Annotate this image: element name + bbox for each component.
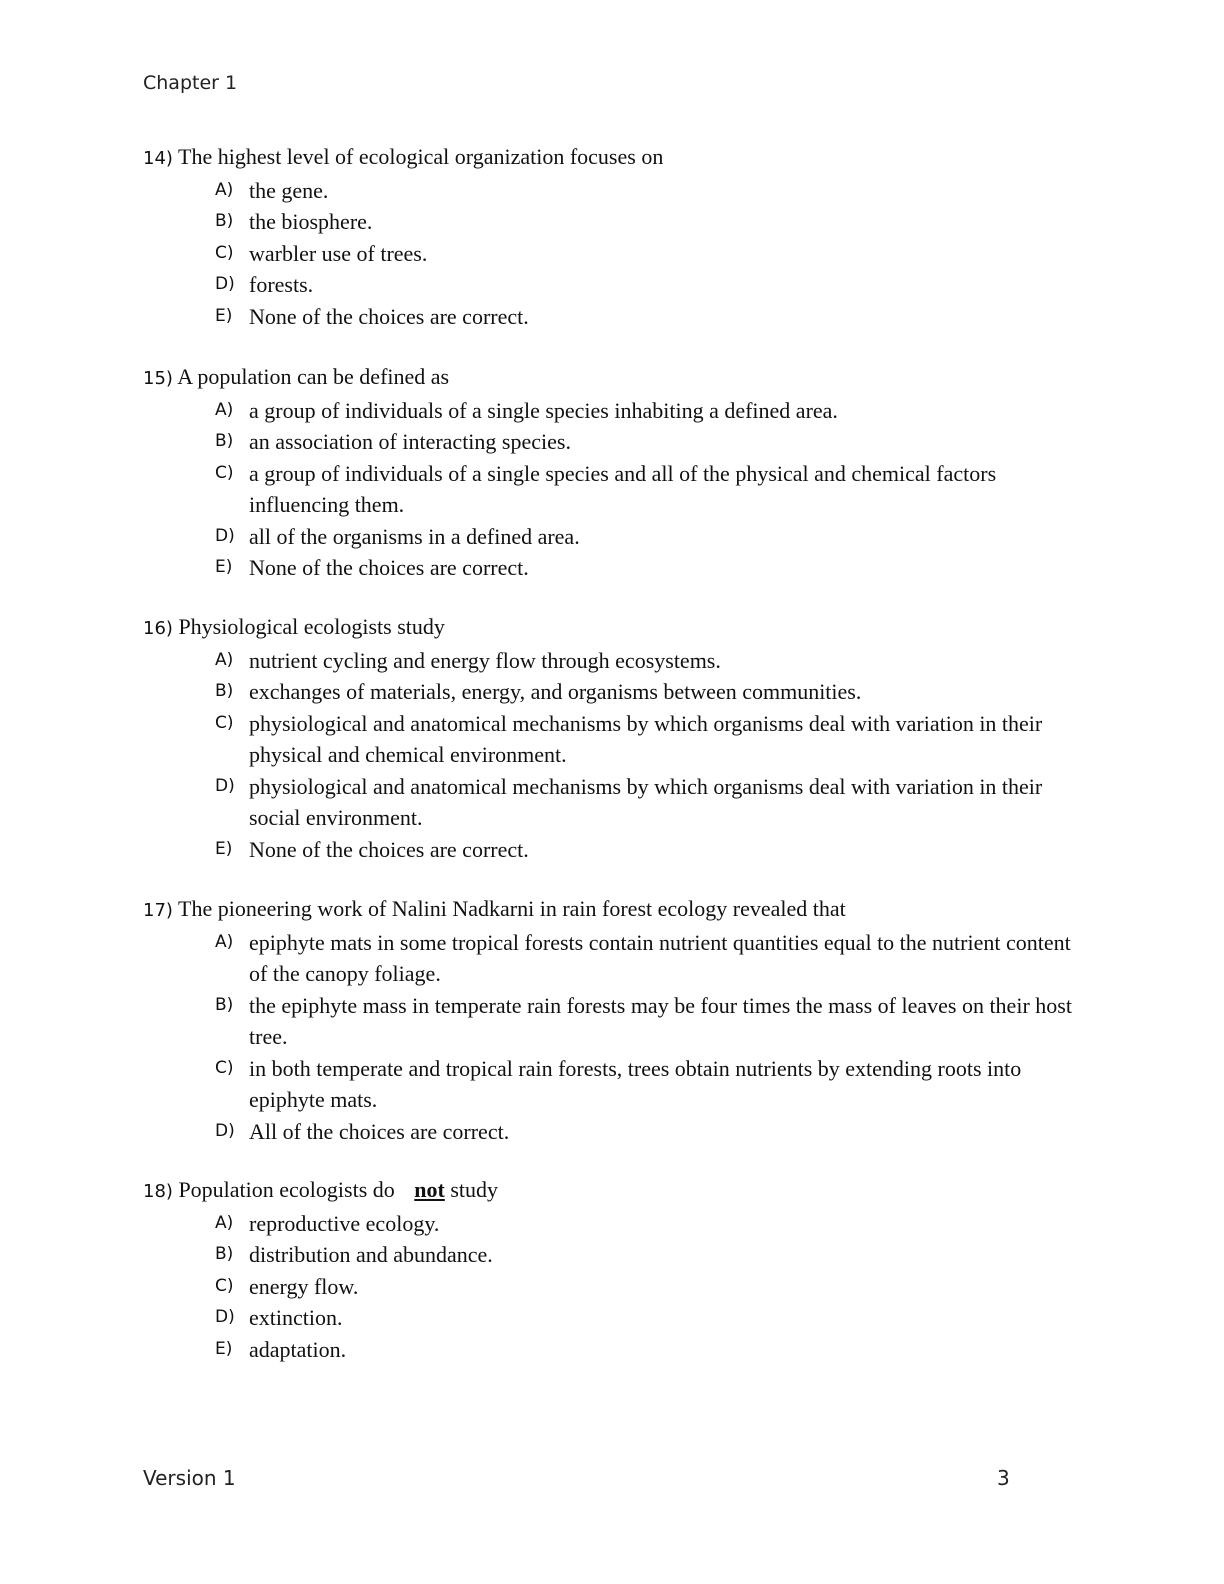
- answer-option: [143, 1208, 1073, 1240]
- question-text-after: study: [450, 1177, 499, 1202]
- option-text: a group of individuals of a single species and all of the physical and chemical factors influencing them.: [249, 460, 997, 517]
- option-label: A): [215, 649, 234, 670]
- answer-option: [143, 269, 1073, 301]
- question-stem: [143, 361, 1073, 395]
- question-number: 18): [143, 1181, 173, 1202]
- answer-option: [143, 175, 1073, 207]
- answer-option: [143, 645, 1073, 677]
- option-text: all of the organisms in a defined area.: [249, 523, 580, 549]
- answer-option: [143, 552, 1073, 584]
- option-label: B): [215, 681, 234, 701]
- question-16: [143, 611, 1073, 865]
- question-text: Physiological ecologists study: [178, 614, 445, 639]
- option-label: D): [215, 274, 235, 294]
- answer-option: [143, 206, 1073, 238]
- option-label: C): [215, 462, 234, 483]
- option-text: distribution and abundance.: [249, 1242, 493, 1267]
- option-text: forests.: [249, 272, 314, 297]
- answer-option: [143, 238, 1073, 270]
- question-14: [143, 141, 1073, 332]
- option-text: None of the choices are correct.: [249, 555, 529, 580]
- option-text: the biosphere.: [249, 209, 373, 234]
- option-text: None of the choices are correct.: [249, 303, 529, 329]
- option-label: B): [215, 431, 234, 451]
- answer-option: [143, 1116, 1073, 1148]
- option-label: B): [215, 211, 234, 231]
- option-text: adaptation.: [249, 1336, 347, 1362]
- answer-option: [143, 458, 1073, 521]
- option-label: D): [215, 1120, 235, 1141]
- answer-option: [143, 301, 1073, 333]
- option-text: physiological and anatomical mechanisms by which organisms deal with variation in their physical and chemical environment.: [249, 710, 1043, 767]
- answer-option: [143, 395, 1073, 427]
- option-label: D): [215, 525, 235, 546]
- option-label: D): [215, 775, 235, 796]
- question-text: The pioneering work of Nalini Nadkarni in rain forest ecology revealed that: [178, 896, 846, 921]
- question-text-before: Population ecologists do: [178, 1177, 395, 1202]
- answer-option: [143, 771, 1073, 834]
- answer-option: [143, 1271, 1073, 1303]
- option-label: E): [215, 557, 233, 577]
- page-number: 3: [997, 1466, 1010, 1490]
- option-label: E): [215, 838, 233, 859]
- question-stem: [143, 611, 1073, 645]
- question-number: 15): [143, 368, 173, 389]
- question-stem: [143, 893, 1073, 927]
- question-stem: [143, 1174, 1073, 1208]
- option-text: epiphyte mats in some tropical forests contain nutrient quantities equal to the nutrient content of the canopy foliage.: [249, 929, 1071, 986]
- question-number: 16): [143, 618, 173, 639]
- answer-option: [143, 1302, 1073, 1334]
- option-text: in both temperate and tropical rain forests, trees obtain nutrients by extending roots into epiphyte mats.: [249, 1055, 1022, 1112]
- chapter-header: Chapter 1: [143, 72, 238, 94]
- option-label: E): [215, 305, 233, 326]
- option-text: a group of individuals of a single species inhabiting a defined area.: [249, 397, 838, 423]
- question-number: 14): [143, 148, 173, 169]
- option-text: None of the choices are correct.: [249, 836, 529, 862]
- answer-option: [143, 708, 1073, 771]
- option-label: C): [215, 712, 234, 733]
- question-text: The highest level of ecological organization focuses on: [178, 144, 664, 169]
- answer-option: [143, 1053, 1073, 1116]
- option-text: energy flow.: [249, 1273, 359, 1299]
- question-15: [143, 361, 1073, 584]
- answer-option: [143, 834, 1073, 866]
- option-label: C): [215, 242, 234, 263]
- option-label: C): [215, 1057, 234, 1078]
- option-text: All of the choices are correct.: [249, 1118, 510, 1144]
- option-label: A): [215, 399, 234, 420]
- option-text: extinction.: [249, 1305, 343, 1330]
- option-label: A): [215, 1212, 234, 1233]
- version-footer: Version 1: [143, 1466, 236, 1490]
- answer-option: [143, 676, 1073, 708]
- option-label: C): [215, 1275, 234, 1296]
- option-label: A): [215, 179, 234, 200]
- question-number: 17): [143, 900, 173, 921]
- answer-option: [143, 927, 1073, 990]
- option-text: physiological and anatomical mechanisms by which organisms deal with variation in their social environment.: [249, 773, 1043, 830]
- option-text: the epiphyte mass in temperate rain forests may be four times the mass of leaves on their host tree.: [249, 992, 1072, 1049]
- question-18: [143, 1174, 1073, 1365]
- answer-option: [143, 1239, 1073, 1271]
- option-label: D): [215, 1307, 235, 1327]
- option-text: nutrient cycling and energy flow through ecosystems.: [249, 647, 721, 673]
- option-label: A): [215, 931, 234, 952]
- option-text: exchanges of materials, energy, and organisms between communities.: [249, 679, 862, 704]
- option-text: warbler use of trees.: [249, 240, 428, 266]
- question-17: [143, 893, 1073, 1147]
- option-label: B): [215, 1244, 234, 1264]
- answer-option: [143, 990, 1073, 1053]
- option-label: E): [215, 1338, 233, 1359]
- option-text: the gene.: [249, 177, 329, 203]
- option-text: reproductive ecology.: [249, 1210, 440, 1236]
- question-text: A population can be defined as: [177, 364, 450, 389]
- emphasized-word: not: [414, 1177, 445, 1202]
- question-stem: [143, 141, 1073, 175]
- option-label: B): [215, 994, 234, 1015]
- answer-option: [143, 426, 1073, 458]
- answer-option: [143, 521, 1073, 553]
- answer-option: [143, 1334, 1073, 1366]
- option-text: an association of interacting species.: [249, 429, 571, 454]
